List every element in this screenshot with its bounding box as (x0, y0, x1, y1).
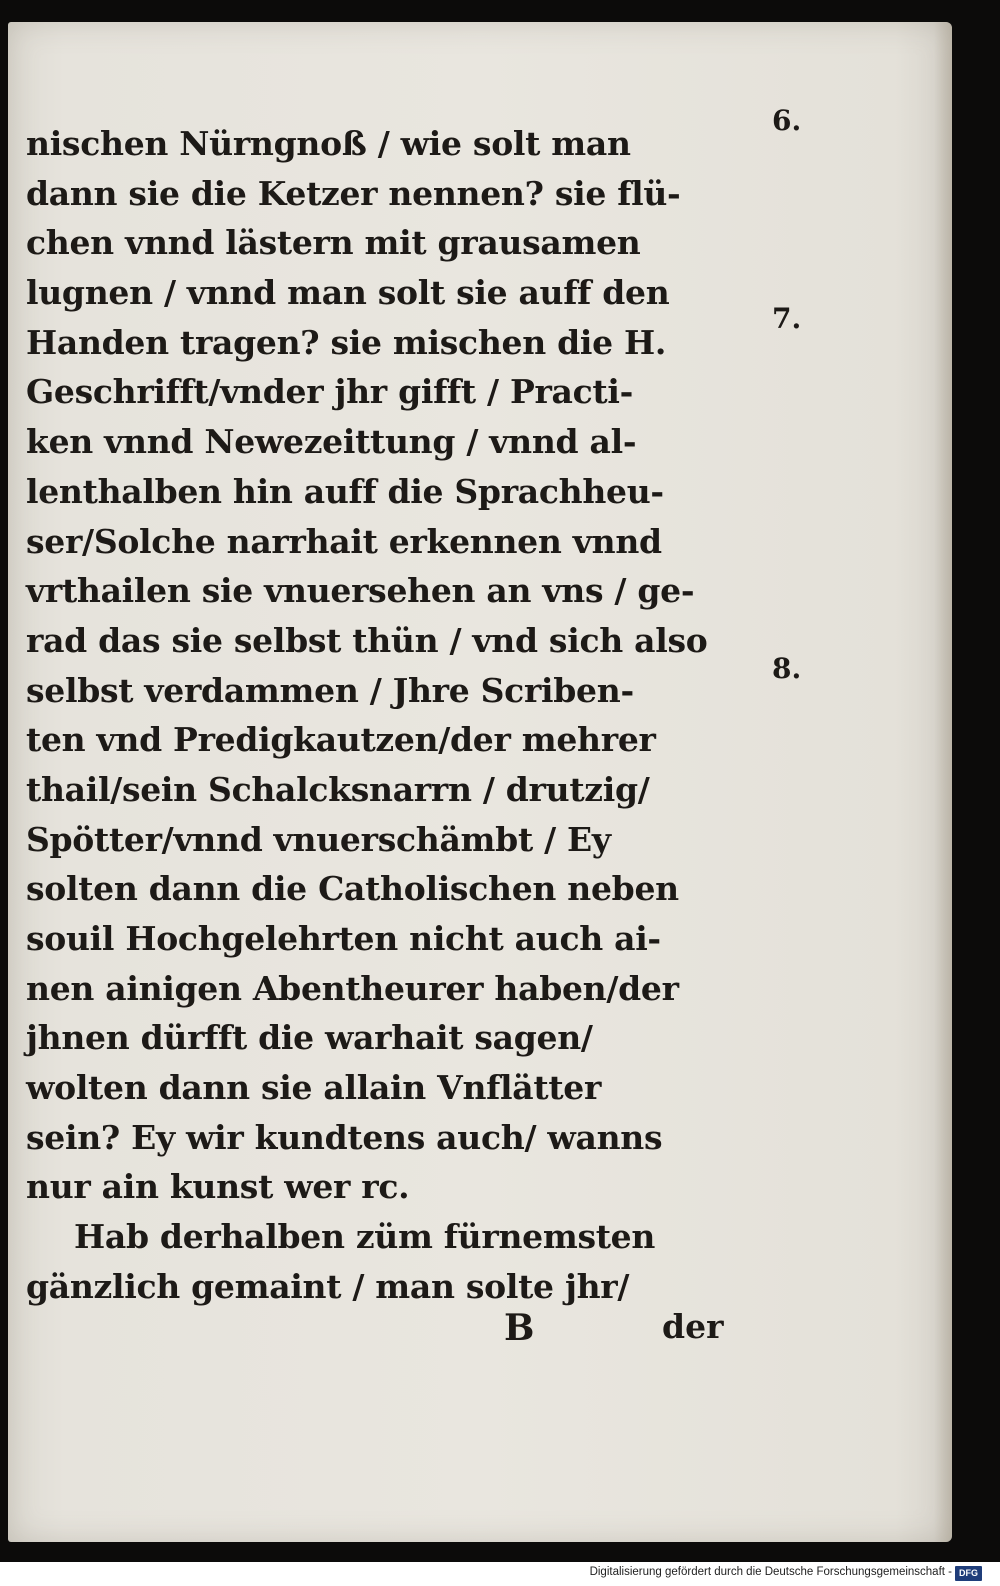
text-line: lenthalben hin auff die Sprachheu- (26, 471, 664, 511)
page-edge (934, 22, 952, 1542)
text-line: lugnen / vnnd man solt sie auff den (26, 273, 670, 313)
signature-line (26, 1307, 726, 1357)
signature-mark: B (504, 1307, 535, 1349)
text-line: Spötter/vnnd vnuerschämbt / Ey (26, 819, 611, 859)
text-line: nischen Nürngnoß / wie solt man (26, 124, 631, 163)
text-line: solten dann die Catholischen neben (26, 869, 679, 909)
text-line: nen ainigen Abentheurer haben/der (26, 968, 679, 1008)
text-line: gänzlich gemaint / man solte jhr/ (26, 1266, 630, 1306)
text-line: Handen tragen? sie mischen die H. (26, 322, 667, 362)
text-line: sein? Ey wir kundtens auch/ wanns (26, 1117, 663, 1157)
text-line: chen vnnd lästern mit grausamen (26, 223, 641, 263)
text-line: jhnen dürfft die warhait sagen/ (26, 1018, 593, 1058)
margin-number: 7. (772, 302, 802, 335)
text-line: wolten dann sie allain Vnflätter (26, 1068, 602, 1108)
text-line: dann sie die Ketzer nennen? sie flü- (26, 173, 681, 213)
text-line: selbst verdammen / Jhre Scriben- (26, 670, 634, 710)
dfg-logo-icon: DFG (955, 1566, 982, 1581)
catchword: der (662, 1307, 724, 1346)
text-line: Geschrifft/vnder jhr gifft / Practi- (26, 372, 633, 412)
text-block (26, 119, 726, 1312)
footer-bar (0, 1562, 1000, 1586)
text-line: souil Hochgelehrten nicht auch ai- (26, 919, 661, 958)
text-line: nur ain kunst wer rc. (26, 1167, 410, 1207)
book-page (8, 22, 952, 1542)
text-line: ten vnd Predigkautzen/der mehrer (26, 720, 656, 760)
margin-number: 6. (772, 104, 802, 137)
text-line: vrthailen sie vnuersehen an vns / ge- (26, 571, 695, 611)
funding-credit: Digitalisierung gefördert durch die Deutsche Forschungsgemeinschaft - (589, 1566, 952, 1578)
margin-number: 8. (772, 652, 802, 685)
text-line: Hab derhalben züm fürnemsten (74, 1217, 656, 1257)
text-line: rad das sie selbst thün / vnd sich also (26, 620, 708, 660)
text-line: ken vnnd Newezeittung / vnnd al- (26, 422, 637, 462)
text-line: ser/Solche narrhait erkennen vnnd (26, 521, 662, 561)
text-line: thail/sein Schalcksnarrn / drutzig/ (26, 769, 650, 809)
